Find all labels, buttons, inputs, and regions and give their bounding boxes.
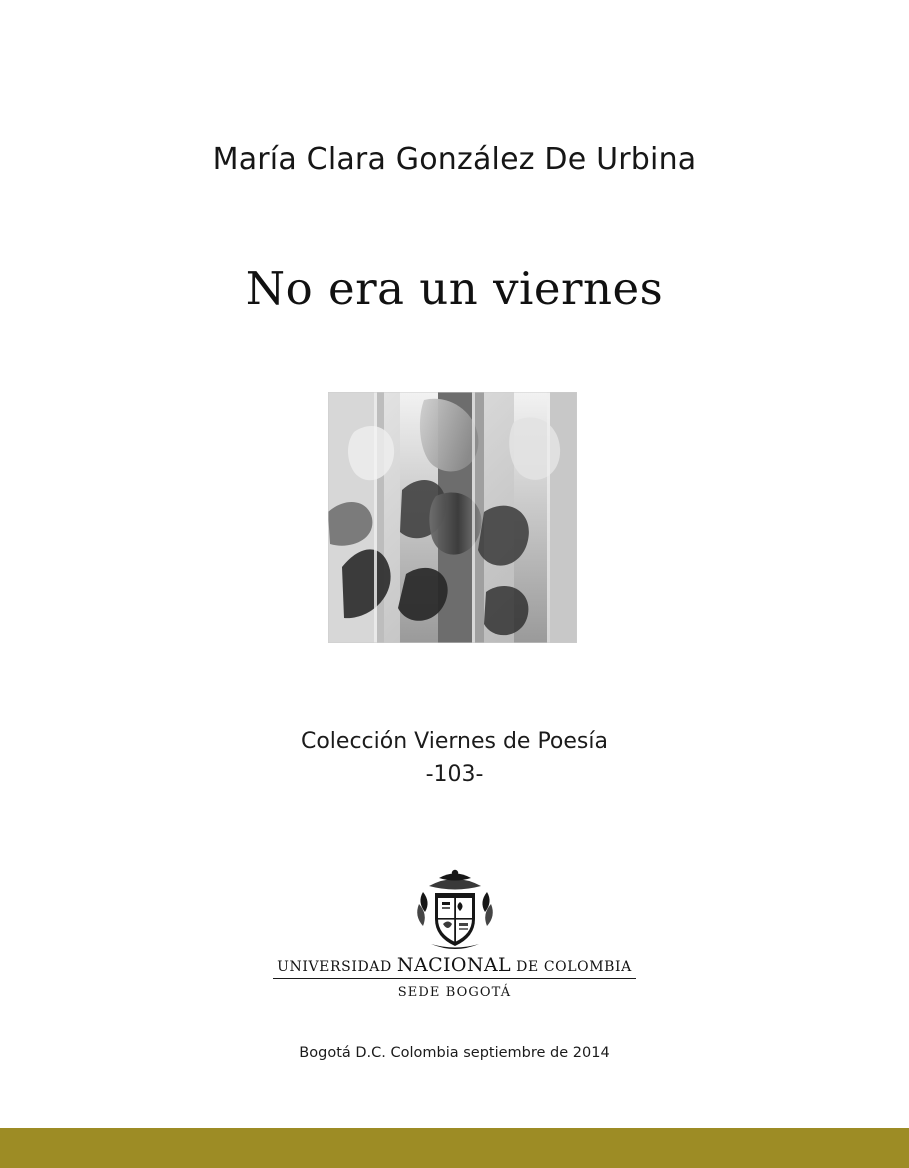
university-crest-icon	[409, 866, 501, 954]
publisher-name-nacional: NACIONAL	[396, 954, 512, 976]
publisher-logo-block	[0, 866, 909, 1000]
book-title: No era un viernes	[245, 262, 664, 315]
publisher-campus: SEDE BOGOTÁ	[397, 985, 512, 1000]
cover-artwork	[328, 392, 577, 643]
imprint-line: Bogotá D.C. Colombia septiembre de 2014	[299, 1045, 610, 1061]
publisher-name	[0, 956, 909, 979]
author-name: María Clara González De Urbina	[212, 142, 697, 177]
paper-sculpture-image	[328, 392, 577, 643]
collection-number: -103-	[425, 762, 484, 787]
publisher-name-de-colombia: DE COLOMBIA	[516, 959, 632, 975]
footer-color-band	[0, 1128, 909, 1168]
publisher-name-universidad: UNIVERSIDAD	[277, 959, 392, 975]
collection-name: Colección Viernes de Poesía	[300, 729, 608, 754]
